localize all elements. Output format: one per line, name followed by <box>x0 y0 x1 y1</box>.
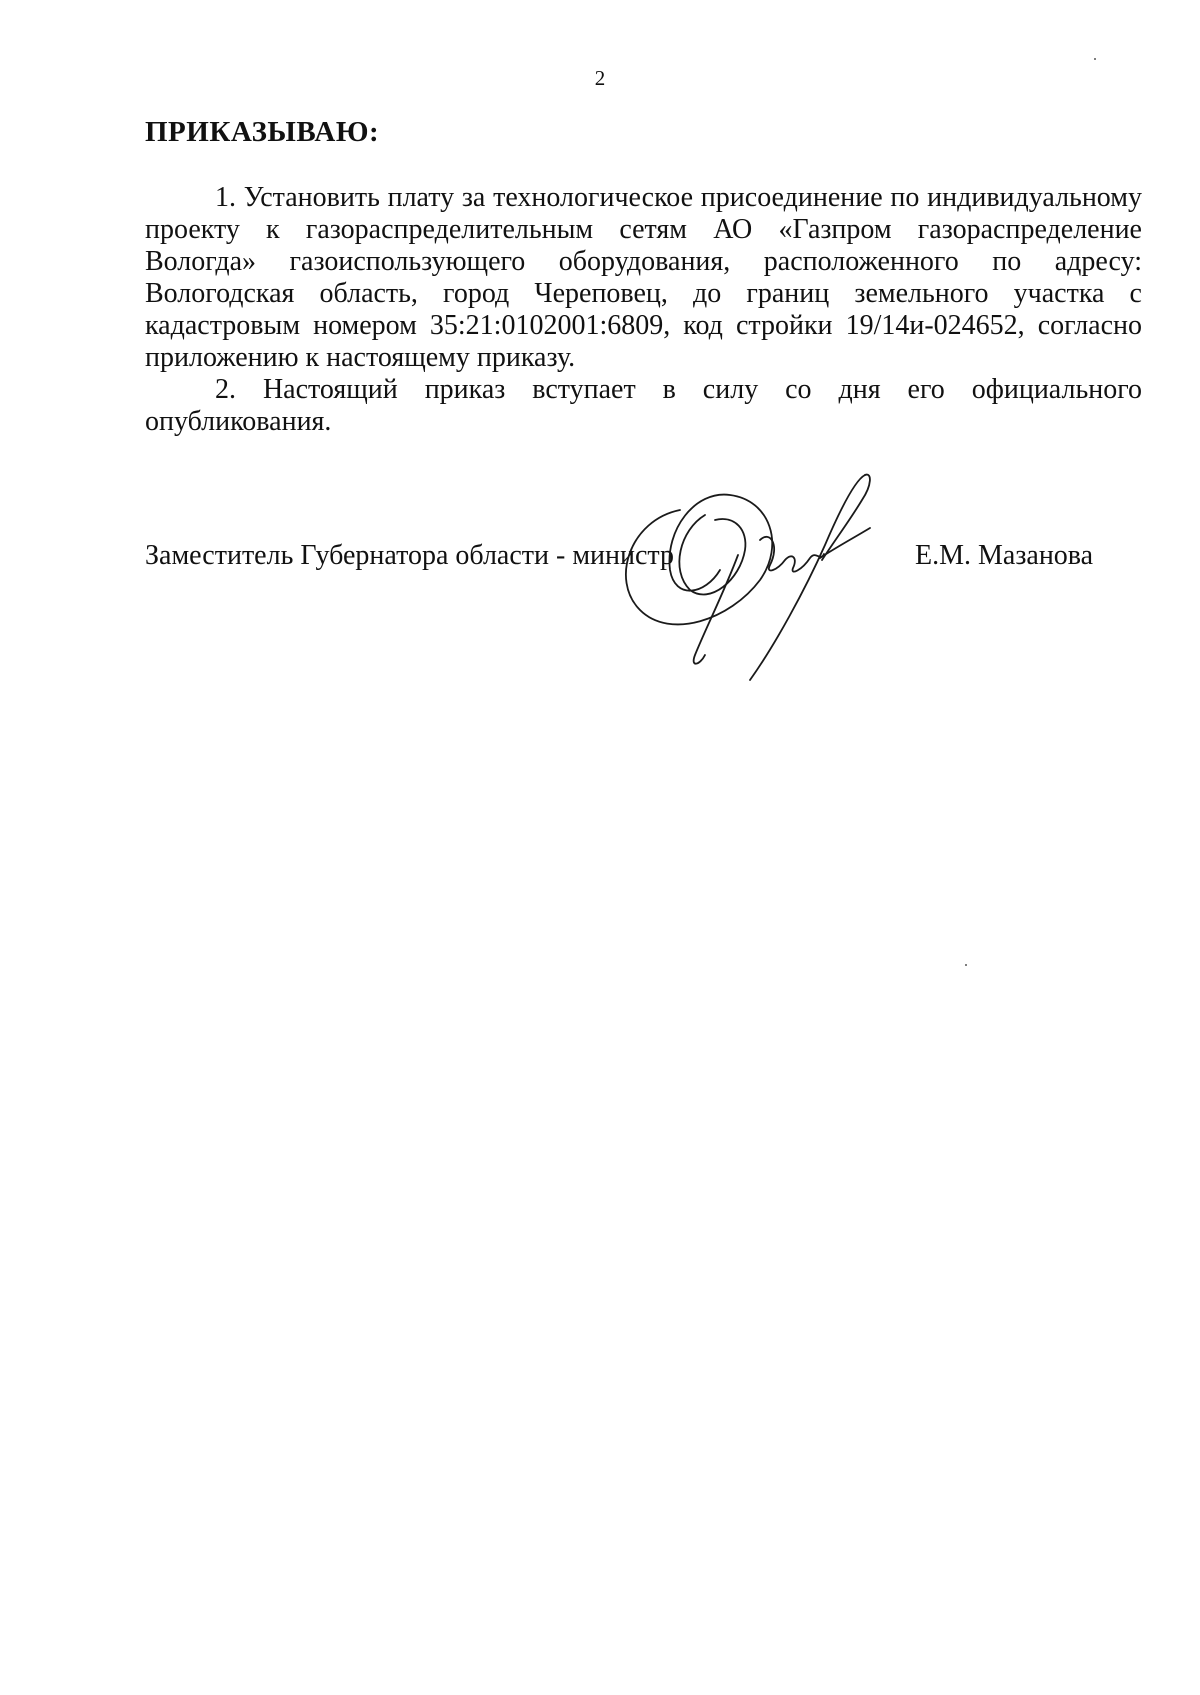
signature-descender-left <box>694 555 738 664</box>
signatory-position: Заместитель Губернатора области - министр <box>145 540 674 571</box>
signatory-name: Е.М. Мазанова <box>915 540 1094 571</box>
signature-loop-inner <box>679 515 745 594</box>
signature-loop-outer <box>626 495 772 625</box>
paragraph-2: 2. Настоящий приказ вступает в силу со дня его официального опубликования. <box>145 374 1142 437</box>
signature-flourish-top <box>822 475 870 560</box>
scan-speck <box>965 964 967 966</box>
order-body <box>145 182 1142 438</box>
signature-flourish <box>750 475 865 680</box>
page-number: 2 <box>594 66 606 90</box>
handwritten-signature <box>610 470 940 685</box>
signature-tail <box>820 528 870 558</box>
order-heading: ПРИКАЗЫВАЮ: <box>145 116 380 148</box>
scan-speck <box>1094 58 1096 60</box>
paragraph-1: 1. Установить плату за технологическое присоединение по индивидуальному проекту к газораспределительным сетям АО «Газпром газораспределение Вологда» газоиспользующего оборудования, расположенного по адресу: Вологодская область, город Череповец, до границ земельного участка с кадастровым номером 35:21:0102001:6809, код стройки 19/14и-024652, согласно приложению к настоящему приказу. <box>145 182 1142 373</box>
